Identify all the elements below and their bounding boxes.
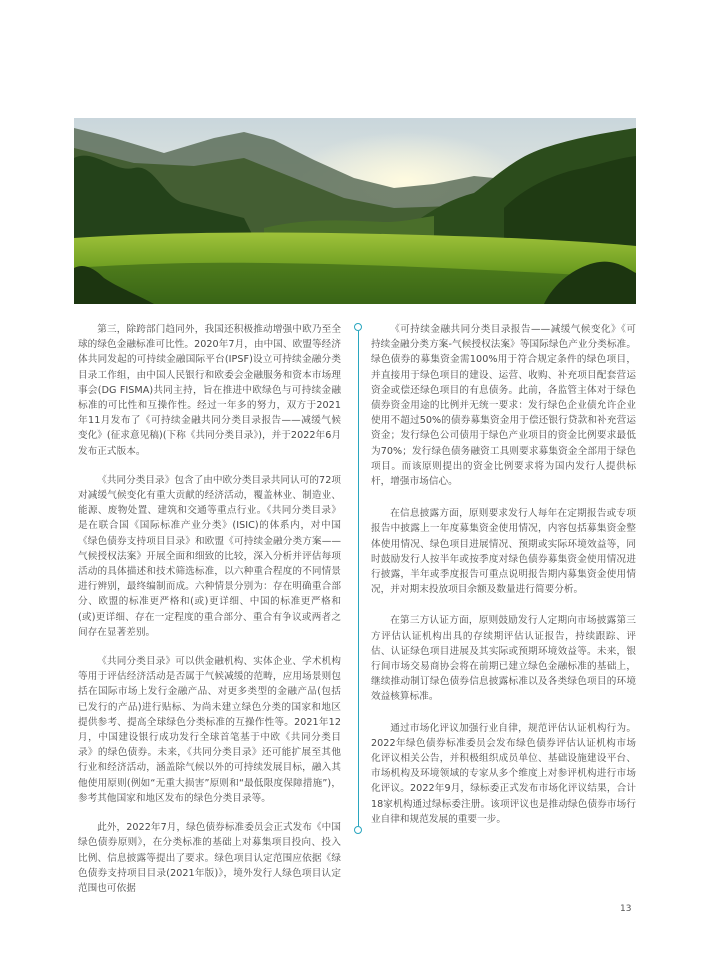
divider-bottom-dot (354, 826, 362, 834)
paragraph-market-evaluation: 通过市场化评议加强行业自律，规范评估认证机构行为。2022年绿色债券标准委员会发布绿色债券评估认证机构市场化评议相关公告，并积极组织成员单位、基础设施建设平台、市场机构及环境领域的专家从多个维度上对参评机构进行市场化评议。2022年9月，绿标委正式发布市场化评议结果，合计18家机构通过绿标委注册。该项评议也是推动绿色债券市场行业自律和规范发展的重要一步。 (371, 722, 636, 825)
column-divider (354, 323, 362, 834)
page-number: 13 (620, 904, 632, 914)
landscape-photo (74, 118, 636, 304)
paragraph-common-taxonomy-contents: 《共同分类目录》包含了由中欧分类目录共同认可的72项对减缓气候变化有重大贡献的经济活动，覆盖林业、制造业、能源、废物处置、建筑和交通等重点行业。《共同分类目录》是在联合国《国际标准产业分类》(ISIC)的体系内，对中国《绿色债券支持项目目录》和欧盟《可持续金融分类方案——气候授权法案》开展全面和细致的比较，深入分析并评估每项活动的具体描述和技术筛选标准，以六种重合程度的不同情景进行辨别，最终编制而成。六种情景分别为：存在明确重合部分、欧盟的标准更严格和(或)更详细、中国的标准更严格和(或)更详细、存在一定程度的重合部分、重合有争议或两者之间存在显著差别。 (78, 474, 341, 638)
right-text-column (371, 322, 636, 827)
paragraph-third-party-certification: 在第三方认证方面，原则鼓励发行人定期向市场披露第三方评估认证机构出具的存续期评估认证报告，持续跟踪、评估、认证绿色项目进展及其实际或预期环境效益等。未来，银行间市场交易商协会将在前期已建立绿色金融标准的基础上，继续推动制订绿色债券信息披露标准以及各类绿色项目的环境效益核算标准。 (371, 615, 636, 703)
paragraph-information-disclosure: 在信息披露方面，原则要求发行人每年在定期报告或专项报告中披露上一年度募集资金使用情况，内容包括募集资金整体使用情况、绿色项目进展情况、预期或实际环境效益等，同时鼓励发行人按半年或按季度对绿色债券募集资金使用情况进行披露，半年或季度报告可重点说明报告期内募集资金使用情况，并对期末投放项目余额及数量进行简要分析。 (371, 508, 636, 596)
paragraph-green-bond-principles: 此外，2022年7月，绿色债券标准委员会正式发布《中国绿色债券原则》，在分类标准的基础上对募集项目投向、投入比例、信息披露等提出了要求。绿色项目认定范围应依据《绿色债券支持项目目录(2021年版)》，境外发行人绿色项目认定范围也可依据 (78, 822, 341, 894)
left-text-column (78, 322, 341, 896)
mountain-field-image (74, 118, 636, 304)
divider-top-dot (354, 323, 362, 331)
divider-line (358, 331, 359, 826)
paragraph-cross-border-comparability: 第三，除跨部门趋同外，我国还积极推动增强中欧乃至全球的绿色金融标准可比性。2020年7月，由中国、欧盟等经济体共同发起的可持续金融国际平台(IPSF)设立可持续金融分类目录工作组，由中国人民银行和欧委会金融服务和资本市场理事会(DG FISMA)共同主持，旨在推进中欧绿色与可持续金融标准的可比性和互操作性。经过一年多的努力，双方于2021年11月发布了《可持续金融共同分类目录报告——减缓气候变化》(征求意见稿)(下称《共同分类目录》)，并于2022年6月发布正式版本。 (78, 324, 341, 457)
paragraph-fund-use-requirements: 《可持续金融共同分类目录报告——减缓气候变化》《可持续金融分类方案-气候授权法案》等国际绿色产业分类标准。绿色债券的募集资金需100%用于符合规定条件的绿色项目，并直接用于绿色项目的建设、运营、收购、补充项目配套营运资金或偿还绿色项目的有息债务。此前，各监管主体对于绿色债券资金用途的比例并无统一要求：发行绿色企业债允许企业使用不超过50%的债券募集资金用于偿还银行贷款和补充营运资金；发行绿色公司债用于绿色产业项目的资金比例要求最低为70%；发行绿色债务融资工具则要求募集资金全部用于绿色项目。而该原则提出的资金比例要求将为国内发行人提供标杆，增强市场信心。 (371, 324, 636, 488)
paragraph-common-taxonomy-use: 《共同分类目录》可以供金融机构、实体企业、学术机构等用于评估经济活动是否属于气候减缓的范畴，应用场景则包括在国际市场上发行金融产品、对更多类型的金融产品(包括已发行的产品)进行贴标、为尚未建立绿色分类的国家和地区提供参考、提高全球绿色分类标准的互操作性等。2021年12月，中国建设银行成功发行全球首笔基于中欧《共同分类目录》的绿色债券。未来，《共同分类目录》还可能扩展至其他行业和经济活动，涵盖除气候以外的可持续发展目标，融入其他使用原则(例如“无重大损害”原则和“最低限度保障措施”)，参考其他国家和地区发布的绿色分类目录等。 (78, 656, 341, 804)
